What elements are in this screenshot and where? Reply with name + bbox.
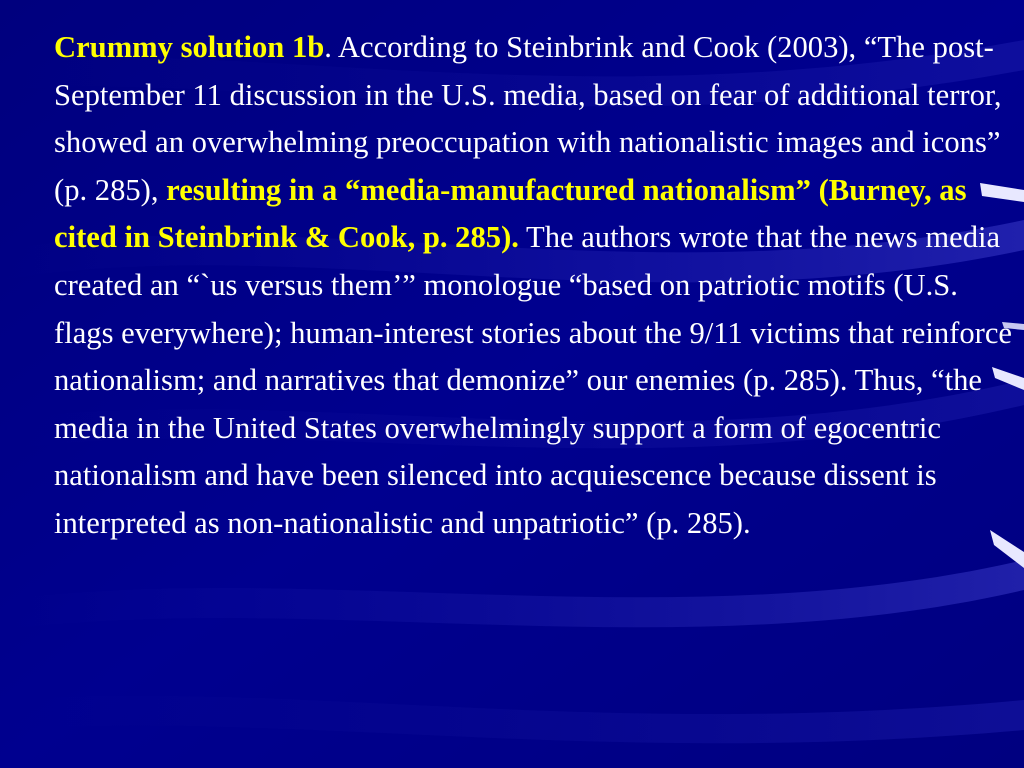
body-text-intro: . According to Steinbrink and Cook (2003), “The post-September 11 discussion in the U.S. media, based on fear of additional terror, showed an overwhelming preoccupation with nationalistic images and icons” (p. 285), <box>54 30 1002 207</box>
body-text-conclusion: The authors wrote that the news media created an “`us versus them’” monologue “based on patriotic motifs (U.S. flags everywhere); human-interest stories about the 9/11 victims that reinforce nationalism; and narratives that demonize” our enemies (p. 285). Thus, “the media in the United States overwhelmingly support a form of egocentric nationalism and have been silenced into acquiescence because dissent is interpreted as non-nationalistic and unpatriotic” (p. 285). <box>54 220 1012 540</box>
highlighted-quote: resulting in a “media-manufactured nationalism” (Burney, as cited in Steinbrink & Cook, p. 285). <box>54 172 967 255</box>
slide-body-paragraph <box>54 24 1016 548</box>
crummy-solution-heading: Crummy solution 1b <box>54 30 325 64</box>
